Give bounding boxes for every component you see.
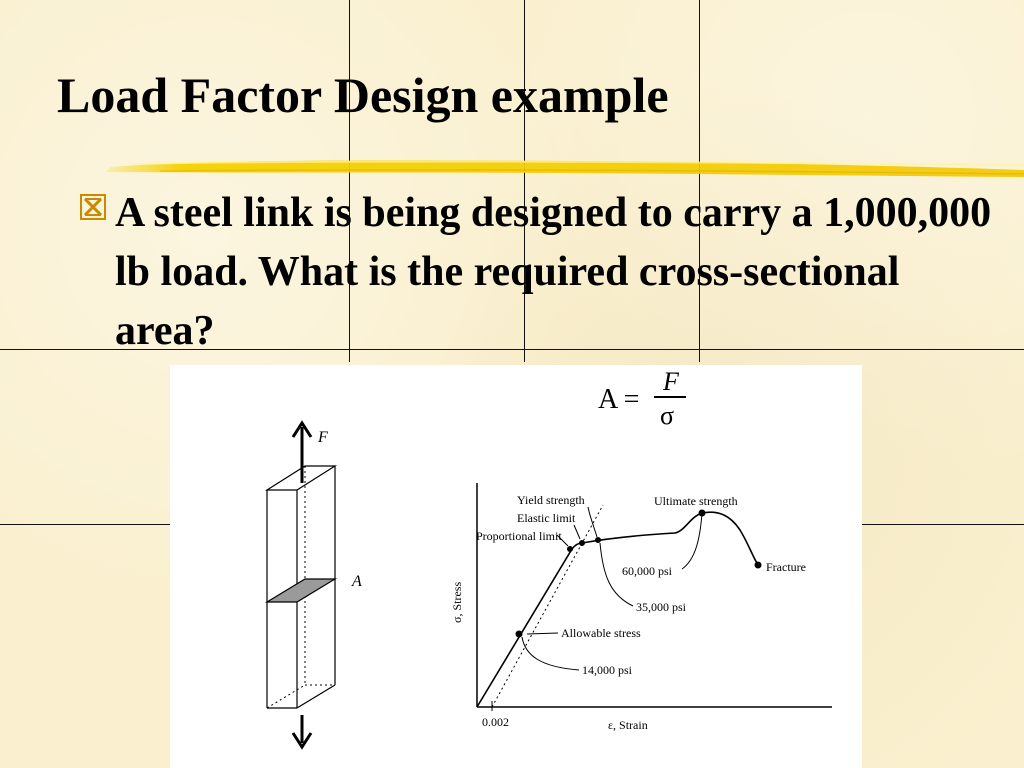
highlighter-underline <box>100 150 1024 184</box>
formula-numerator: F <box>663 367 679 396</box>
formula-denominator: σ <box>660 401 675 430</box>
label-elastic-limit: Elastic limit <box>517 511 576 525</box>
bullet-text: A steel link is being designed to carry a 1,000,000 lb load. What is the required cross-sectional area? <box>115 190 992 354</box>
pointer-14k <box>522 637 579 670</box>
elastic-point <box>580 541 585 546</box>
steel-link-drawing <box>267 423 335 747</box>
x-axis-label: ε, Strain <box>608 718 648 732</box>
pointer-60k <box>682 513 702 569</box>
label-allowable-stress: Allowable stress <box>561 626 641 640</box>
pointer-elastic <box>574 525 580 539</box>
label-fracture: Fracture <box>766 560 806 574</box>
formula-lhs: A = <box>598 384 640 415</box>
figure-drawing <box>170 365 862 768</box>
label-14000-psi: 14,000 psi <box>582 663 633 677</box>
z-bullet-icon <box>80 194 106 220</box>
label-yield-strength: Yield strength <box>517 493 585 507</box>
pointer-allowable <box>527 633 558 634</box>
figure-panel <box>170 365 862 768</box>
allowable-point <box>516 631 522 637</box>
label-proportional-limit: Proportional limit <box>476 529 562 543</box>
x-tick-label: 0.002 <box>482 715 509 729</box>
fracture-point <box>755 562 761 568</box>
label-35000-psi: 35,000 psi <box>636 600 687 614</box>
y-axis-label: σ, Stress <box>450 581 464 623</box>
force-label: F <box>318 429 328 446</box>
proportional-point <box>568 547 573 552</box>
slide-title: Load Factor Design example <box>57 67 669 123</box>
label-ultimate-strength: Ultimate strength <box>654 494 738 508</box>
area-label: A <box>352 573 362 590</box>
pointer-yield <box>588 507 597 537</box>
formula <box>598 367 686 430</box>
label-60000-psi: 60,000 psi <box>622 564 673 578</box>
yield-point <box>596 538 601 543</box>
